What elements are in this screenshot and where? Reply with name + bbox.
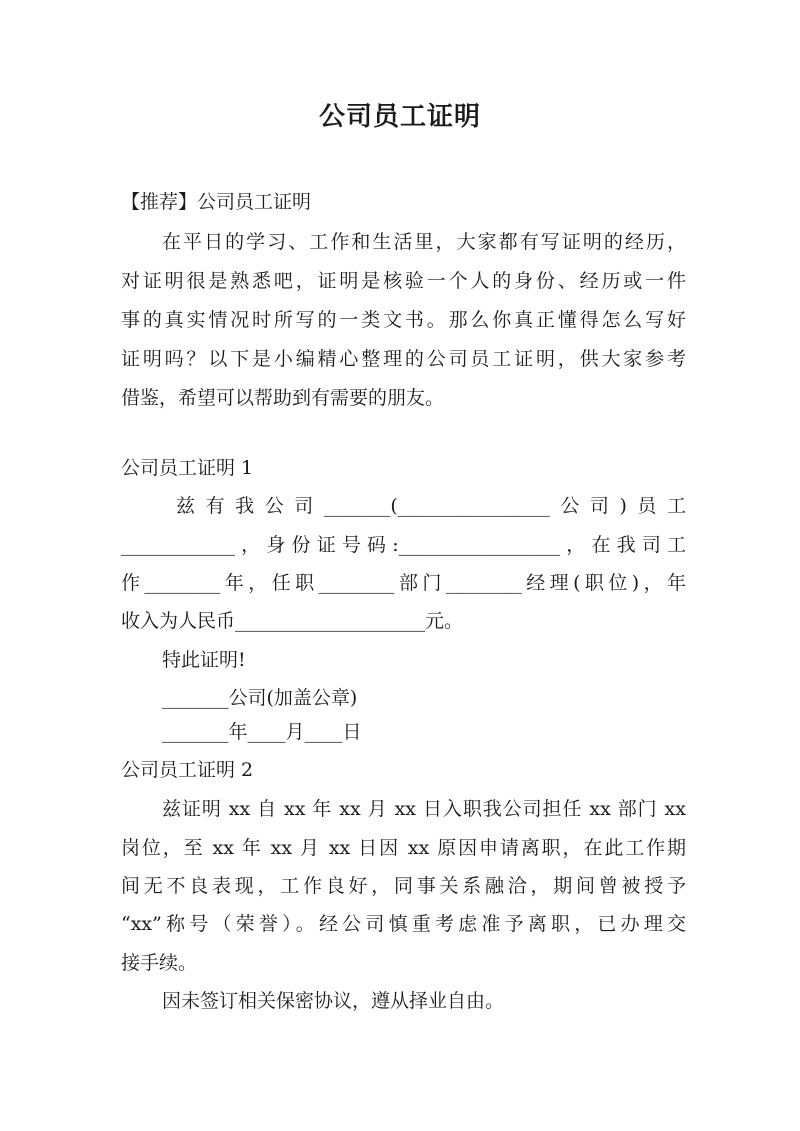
cert2-line-1: 兹证明 xx 自 xx 年 xx 月 xx 日入职我公司担任 xx 部门 xx (162, 798, 686, 820)
intro-line-1: 在平日的学习、工作和生活里，大家都有写证明的经历， (162, 231, 686, 253)
cert1-line-1: 兹有我公司_______(________________公司)员工 (176, 495, 686, 517)
recommend-heading: 【推荐】公司员工证明 (121, 191, 312, 213)
cert1-line-4: 收入为人民币____________________元。 (121, 610, 464, 632)
cert2-closing: 因未签订相关保密协议，遵从择业自由。 (162, 990, 505, 1012)
intro-line-5: 借鉴，希望可以帮助到有需要的朋友。 (121, 387, 445, 409)
cert1-closing: 特此证明! (162, 649, 246, 671)
cert1-date: _______年____月____日 (162, 721, 362, 743)
document-title: 公司员工证明 (318, 102, 481, 132)
cert2-line-2: 岗位，至 xx 年 xx 月 xx 日因 xx 原因申请离职，在此工作期 (121, 837, 686, 859)
intro-line-3: 事的真实情况时所写的一类文书。那么你真正懂得怎么写好 (121, 309, 686, 331)
intro-line-2: 对证明很是熟悉吧，证明是核验一个人的身份、经历或一件 (121, 270, 686, 292)
cert1-line-3: 作________年，任职________部门________经理(职位)，年 (121, 572, 686, 594)
cert1-line-2: ____________，身份证号码:_________________，在我司工 (121, 534, 686, 556)
cert1-company-seal: _______公司(加盖公章) (162, 687, 358, 709)
section-heading-1: 公司员工证明 1 (121, 457, 254, 479)
cert2-line-3: 间无不良表现，工作良好，同事关系融洽，期间曾被授予 (121, 875, 686, 897)
cert2-line-5: 接手续。 (121, 952, 198, 974)
cert2-line-4: “xx”称号（荣誉）。经公司慎重考虑准予离职，已办理交 (121, 913, 686, 935)
intro-line-4: 证明吗？以下是小编精心整理的公司员工证明，供大家参考 (121, 348, 686, 370)
section-heading-2: 公司员工证明 2 (121, 759, 254, 781)
